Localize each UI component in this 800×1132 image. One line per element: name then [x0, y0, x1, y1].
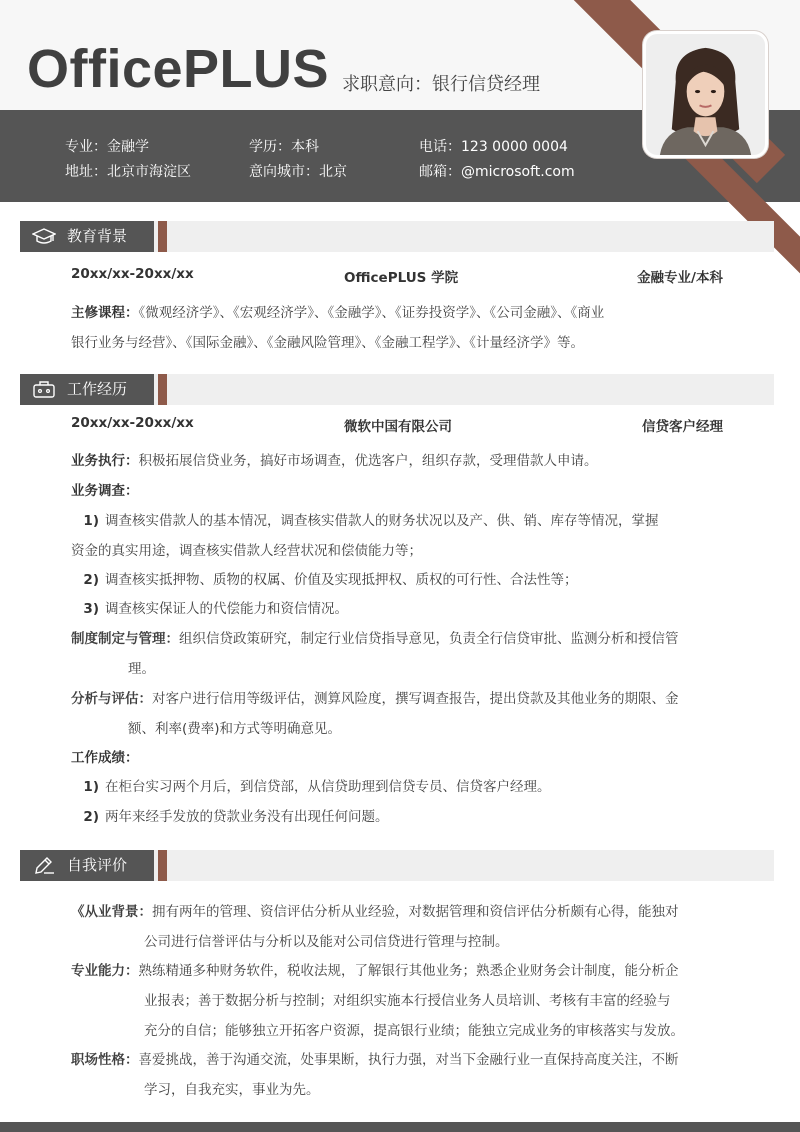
results-label-text: 工作成绩： — [71, 750, 139, 766]
item-number: 2) — [83, 572, 99, 588]
info-email: 邮箱：@microsoft.com — [419, 164, 575, 180]
policy-paragraph — [71, 624, 731, 684]
pencil-icon — [32, 856, 56, 875]
item-number: 3) — [83, 601, 99, 617]
item-text: 在柜台实习两个月后，到信贷部，从信贷助理到信贷专员、信贷客户经理。 — [105, 779, 551, 795]
education-degree: 金融专业/本科 — [637, 270, 723, 286]
work-company: 微软中国有限公司 — [344, 419, 452, 435]
list-item — [71, 772, 731, 802]
section-self-eval-header — [20, 850, 774, 881]
personality-text: 学习，自我充实，事业为先。 — [144, 1082, 320, 1098]
list-item — [71, 565, 731, 595]
item-text: 两年来经手发放的贷款业务没有出现任何问题。 — [105, 809, 389, 825]
work-execution — [71, 446, 731, 476]
policy-label: 制度制定与管理： — [71, 631, 179, 647]
profile-photo — [643, 31, 768, 158]
footer-bar — [0, 1122, 800, 1132]
section-title: 教育背景 — [67, 227, 128, 245]
item-text: 调查核实保证人的代偿能力和资信情况。 — [105, 601, 348, 617]
section-tab — [20, 221, 154, 252]
education-date: 20xx/xx-20xx/xx — [71, 266, 194, 282]
info-major: 专业：金融学 — [65, 139, 149, 155]
ability-text: 业报表；善于数据分析与控制；对组织实施本行授信业务人员培训、考核有丰富的经验与 — [144, 993, 671, 1009]
profile-photo-image — [646, 34, 765, 155]
ability-text: 熟练精通多种财务软件，税收法规，了解银行其他业务；熟悉企业财务会计制度，能分析企 — [138, 963, 679, 979]
results-label — [71, 743, 731, 773]
analysis-label: 分析与评估： — [71, 691, 152, 707]
work-date: 20xx/xx-20xx/xx — [71, 415, 194, 431]
section-tab — [20, 850, 154, 881]
section-work-header — [20, 374, 774, 405]
info-city: 意向城市：北京 — [249, 164, 347, 180]
section-tab — [20, 374, 154, 405]
info-education: 学历：本科 — [249, 139, 319, 155]
education-school: OfficePLUS 学院 — [344, 270, 459, 286]
personality-text: 喜爱挑战，善于沟通交流，处事果断，执行力强，对当下金融行业一直保持高度关注，不断 — [138, 1052, 679, 1068]
policy-text: 组织信贷政策研究，制定行业信贷指导意见，负责全行信贷审批、监测分析和授信管 — [179, 631, 679, 647]
item-text: 调查核实抵押物、质物的权属、价值及实现抵押权、质权的可行性、合法性等； — [105, 572, 578, 588]
survey-label-text: 业务调查： — [71, 483, 139, 499]
job-intent: 求职意向：银行信贷经理 — [342, 74, 540, 95]
background-text: 公司进行信誉评估与分析以及能对公司信贷进行管理与控制。 — [144, 934, 509, 950]
list-item — [71, 802, 731, 832]
item-number: 1) — [83, 779, 99, 795]
list-item — [71, 594, 731, 624]
background-paragraph — [71, 897, 731, 957]
background-text: 拥有两年的管理、资信评估分析从业经验，对数据管理和资信评估分析颇有心得，能独对 — [152, 904, 679, 920]
courses-label: 主修课程： — [71, 305, 139, 321]
survey-label — [71, 476, 731, 506]
item-number: 2) — [83, 809, 99, 825]
item-text: 调查核实借款人的基本情况，调查核实借款人的财务状况以及产、供、销、库存等情况，掌握 — [105, 513, 659, 529]
info-phone: 电话：123 0000 0004 — [419, 139, 568, 155]
work-summary-row — [71, 415, 723, 435]
policy-text: 理。 — [128, 661, 155, 677]
analysis-text: 对客户进行信用等级评估，测算风险度，撰写调查报告，提出贷款及其他业务的期限、金 — [152, 691, 679, 707]
section-accent — [158, 374, 167, 405]
courses-text: 《微观经济学》、《宏观经济学》、《金融学》、《证券投资学》、《公司金融》、《商业 — [138, 305, 605, 321]
item-text: 资金的真实用途，调查核实借款人经营状况和偿债能力等； — [71, 543, 422, 559]
execution-text: 积极拓展信贷业务，搞好市场调查，优选客户，组织存款，受理借款人申请。 — [138, 453, 598, 469]
courses-text: 银行业务与经营》、《国际金融》、《金融风险管理》、《金融工程学》、《计量经济学》等。 — [71, 335, 584, 351]
ability-text: 充分的自信；能够独立开拓客户资源，提高银行业绩；能独立完成业务的审核落实与发放。 — [144, 1023, 684, 1039]
briefcase-icon — [32, 380, 56, 399]
personality-paragraph — [71, 1045, 731, 1105]
courses-paragraph — [71, 298, 731, 358]
ability-paragraph — [71, 956, 731, 1046]
section-education-header — [20, 221, 774, 252]
analysis-paragraph — [71, 684, 731, 744]
section-accent — [158, 221, 167, 252]
education-summary-row — [71, 266, 723, 286]
ability-label: 专业能力： — [71, 963, 139, 979]
graduation-cap-icon — [32, 227, 56, 246]
section-title: 工作经历 — [67, 380, 128, 398]
personality-label: 职场性格： — [71, 1052, 139, 1068]
section-accent — [158, 850, 167, 881]
analysis-text: 额、利率(费率)和方式等明确意见。 — [128, 721, 342, 737]
brand-name: OfficePLUS — [27, 39, 330, 99]
list-item — [71, 506, 731, 566]
item-number: 1) — [83, 513, 99, 529]
background-label: 《从业背景： — [71, 904, 152, 920]
info-address: 地址：北京市海淀区 — [65, 164, 191, 180]
work-position: 信贷客户经理 — [642, 419, 723, 435]
section-title: 自我评价 — [67, 856, 128, 874]
execution-label: 业务执行： — [71, 453, 139, 469]
